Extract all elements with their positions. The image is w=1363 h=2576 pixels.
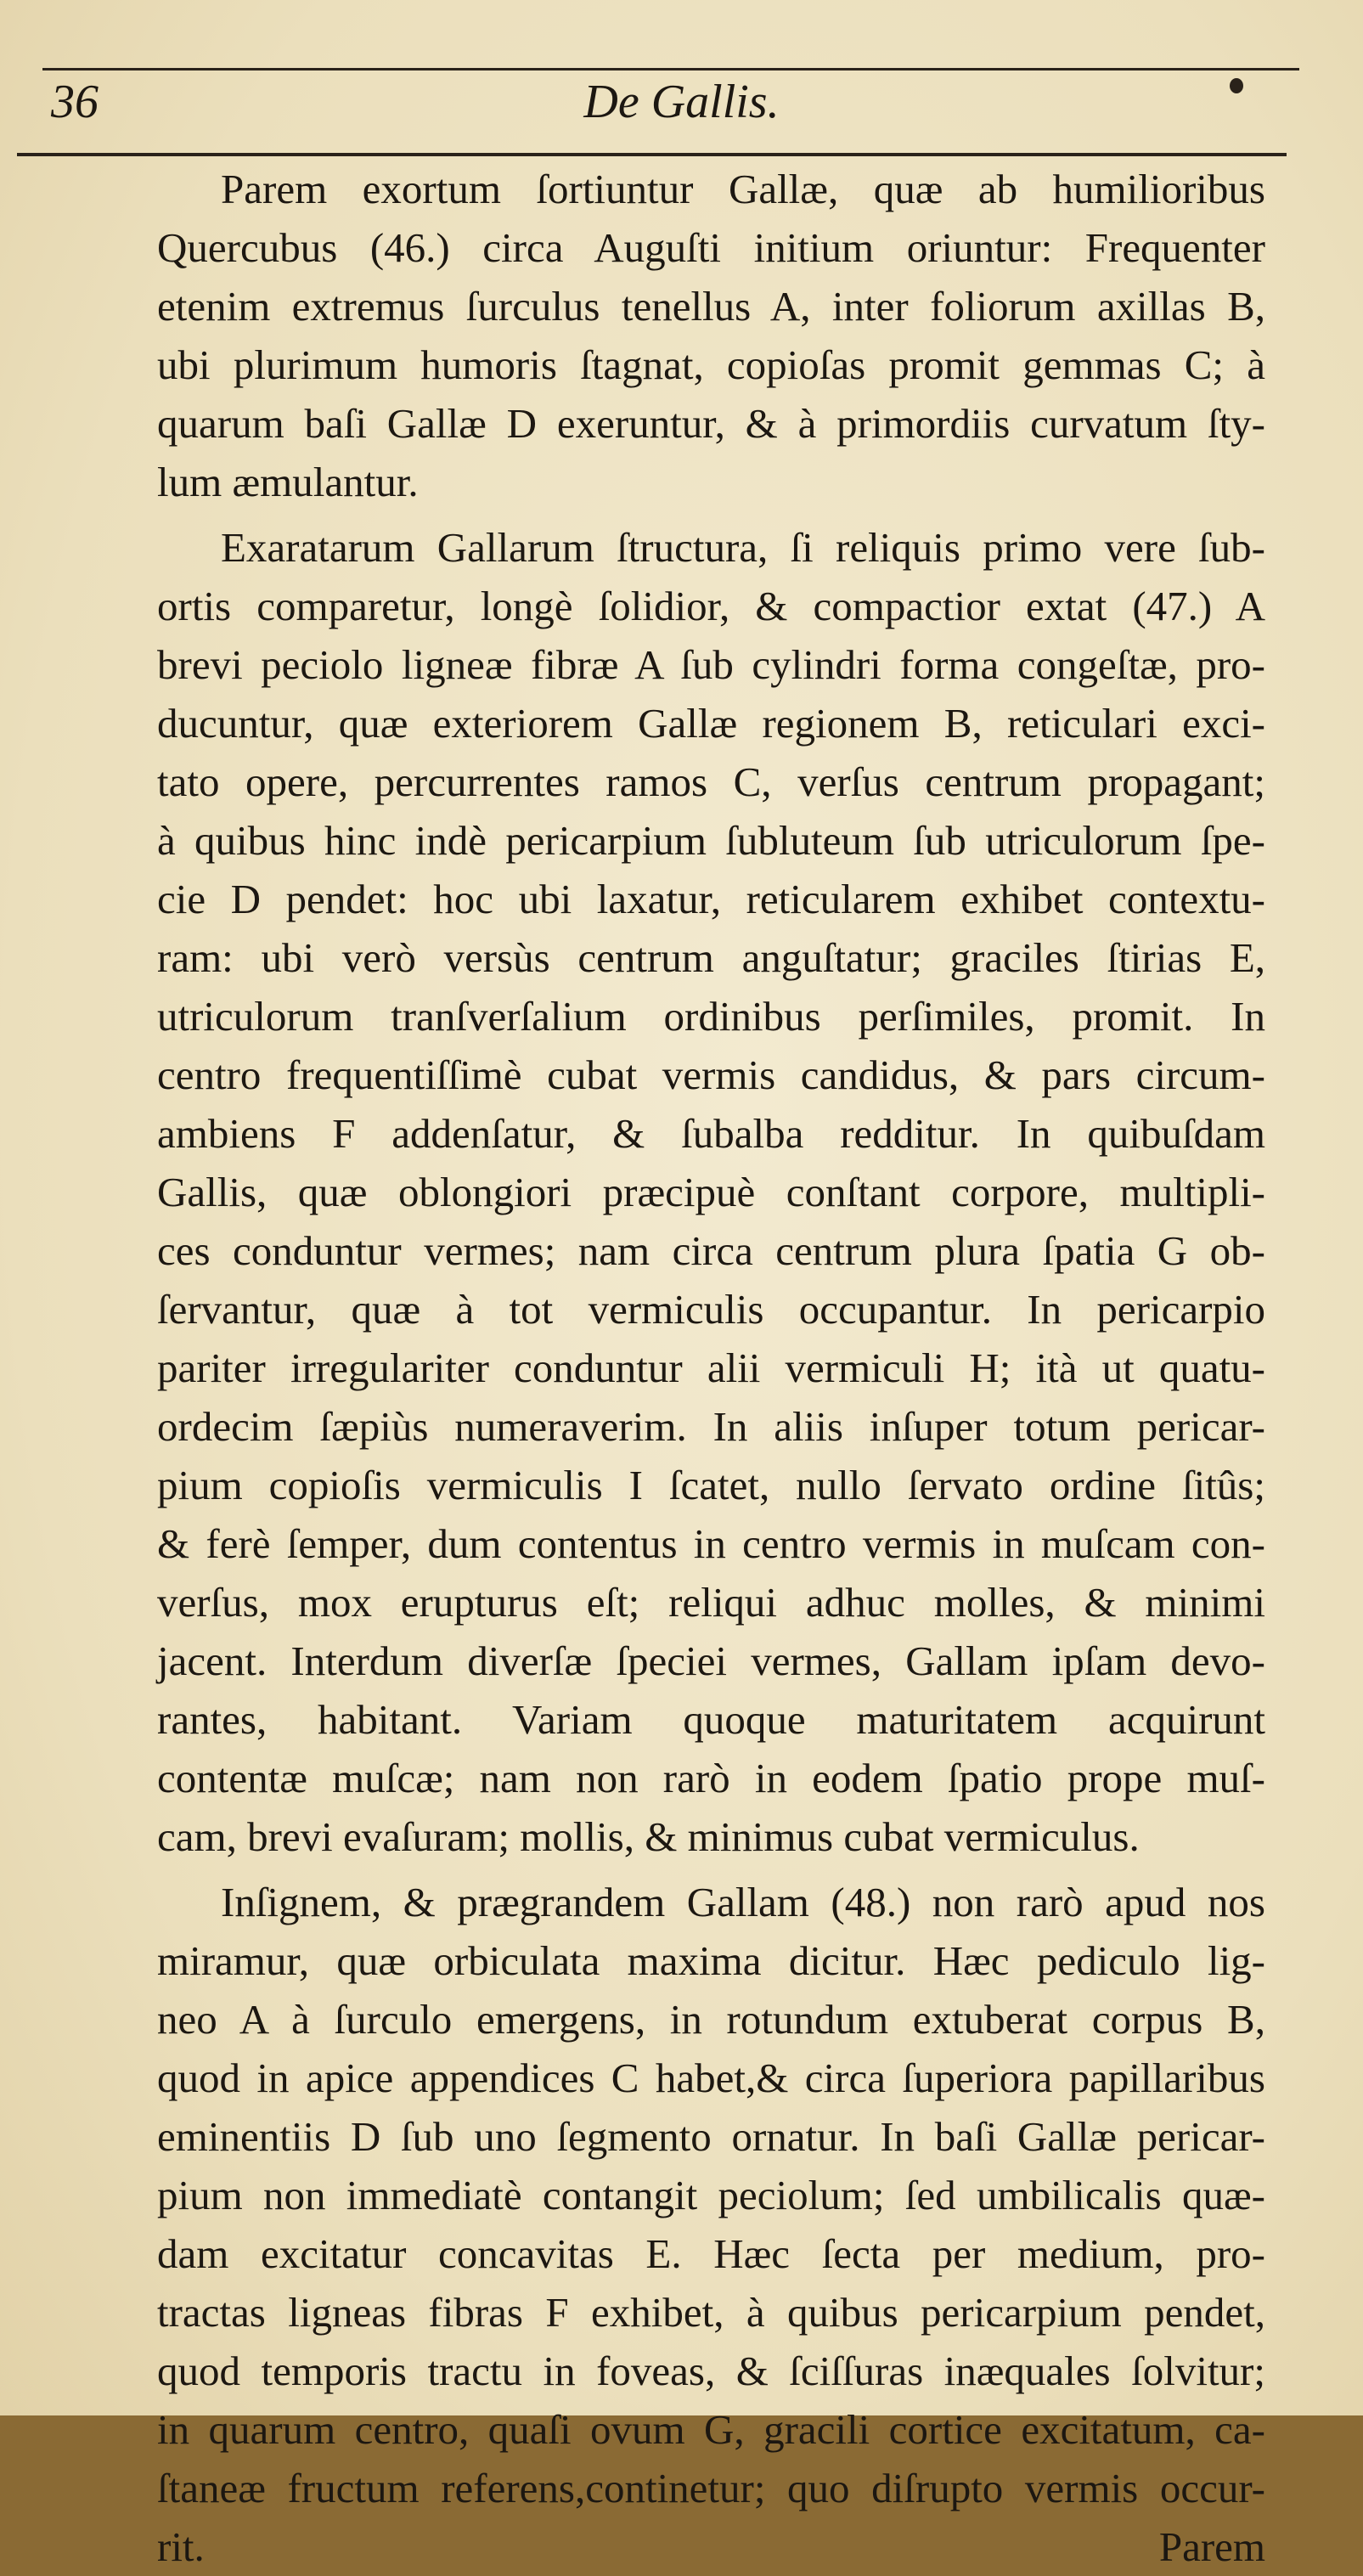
paragraph-1 [157,160,1265,511]
text-line: neo A à ſurculo emergens, in rotundum extuberat corpus B, [157,1996,1265,2043]
text-line: Inſignem, & prægrandem Gallam (48.) non rarò apud nos [221,1879,1265,1925]
text-line: quod in apice appendices C habet,& circa ſuperiora papillaribus [157,2055,1265,2101]
ink-blot [1230,78,1243,93]
text-line: eminentiis D ſub uno ſegmento ornatur. In baſi Gallæ pericar- [157,2113,1265,2160]
text-line: Exaratarum Gallarum ſtructura, ſi reliquis primo vere ſub- [221,524,1265,571]
text-line: Quercubus (46.) circa Auguſti initium oriuntur: Frequenter [157,224,1265,271]
text-line: ambiens F addenſatur, & ſubalba redditur. In quibuſdam [157,1110,1265,1157]
text-line: miramur, quæ orbiculata maxima dicitur. Hæc pediculo lig- [157,1937,1265,1984]
text-line: contentæ muſcæ; nam non rarò in eodem ſpatio prope muſ- [157,1755,1265,1801]
text-line: Gallis, quæ oblongiori præcipuè conſtant corpore, multipli- [157,1169,1265,1215]
text-line: ordecim ſæpiùs numeraverim. In aliis inſuper totum pericar- [157,1403,1265,1450]
text-line: etenim extremus ſurculus tenellus A, inter foliorum axillas B, [157,283,1265,330]
text-line: cie D pendet: hoc ubi laxatur, reticularem exhibet contextu- [157,876,1265,922]
text-line: ram: ubi verò versùs centrum anguſtatur; graciles ſtirias E, [157,934,1265,981]
text-line: quarum baſi Gallæ D exeruntur, & à primordiis curvatum ſty- [157,400,1265,447]
text-line: ſtaneæ fructum referens,continetur; quo diſrupto vermis occur- [157,2465,1265,2511]
text-line: ſervantur, quæ à tot vermiculis occupantur. In pericarpio [157,1286,1265,1333]
paragraph-3 [157,1873,1265,2576]
text-line: & ferè ſemper, dum contentus in centro vermis in muſcam con- [157,1520,1265,1567]
text-line: rantes, habitant. Variam quoque maturitatem acquirunt [157,1696,1265,1743]
paragraph-2 [157,518,1265,1866]
text-line: jacent. Interdum diverſæ ſpeciei vermes, Gallam ipſam devo- [157,1637,1265,1684]
page-number: 36 [51,76,99,128]
text-line: à quibus hinc indè pericarpium ſubluteum ſub utriculorum ſpe- [157,817,1265,864]
text-line: ces conduntur vermes; nam circa centrum plura ſpatia G ob- [157,1227,1265,1274]
page-header [0,75,1363,143]
text-line: dam excitatur concavitas E. Hæc ſecta per medium, pro- [157,2230,1265,2277]
text-line: quod temporis tractu in foveas, & ſciſſuras inæquales ſolvitur; [157,2348,1265,2394]
text-line: tato opere, percurrentes ramos C, verſus centrum propagant; [157,758,1265,805]
text-line: utriculorum tranſverſalium ordinibus perſimiles, promit. In [157,993,1265,1040]
text-line: ortis comparetur, longè ſolidior, & compactior extat (47.) A [157,583,1265,629]
text-line: lum æmulantur. [157,459,419,505]
header-rule-top [42,68,1299,70]
header-rule-bottom [17,153,1287,156]
text-line: verſus, mox erupturus eſt; reliqui adhuc molles, & minimi [157,1579,1265,1626]
text-line: ubi plurimum humoris ſtagnat, copioſas promit gemmas C; à [157,341,1265,388]
text-line: in quarum centro, quaſi ovum G, gracili cortice excitatum, ca- [157,2406,1265,2453]
body-text [157,160,1265,2576]
text-line: pium copioſis vermiculis I ſcatet, nullo ſervato ordine ſitûs; [157,1462,1265,1508]
text-line: tractas ligneas fibras F exhibet, à quibus pericarpium pendet, [157,2289,1265,2336]
text-line: rit. [157,2523,205,2570]
text-line: centro frequentiſſimè cubat vermis candidus, & pars circum- [157,1051,1265,1098]
running-title: De Gallis. [583,76,780,128]
text-line: Parem exortum ſortiuntur Gallæ, quæ ab humilioribus [221,166,1265,212]
text-line: ducuntur, quæ exteriorem Gallæ regionem B, reticulari exci- [157,700,1265,747]
final-line-row [157,2517,1265,2576]
text-line: cam, brevi evaſuram; mollis, & minimus cubat vermiculus. [157,1813,1140,1860]
text-line: pariter irregulariter conduntur alii vermiculi H; ità ut quatu- [157,1344,1265,1391]
catchword: Parem [1158,2523,1265,2570]
text-line: brevi peciolo ligneæ fibræ A ſub cylindri forma congeſtæ, pro- [157,641,1265,688]
text-line: pium non immediatè contangit peciolum; ſed umbilicalis quæ- [157,2172,1265,2218]
